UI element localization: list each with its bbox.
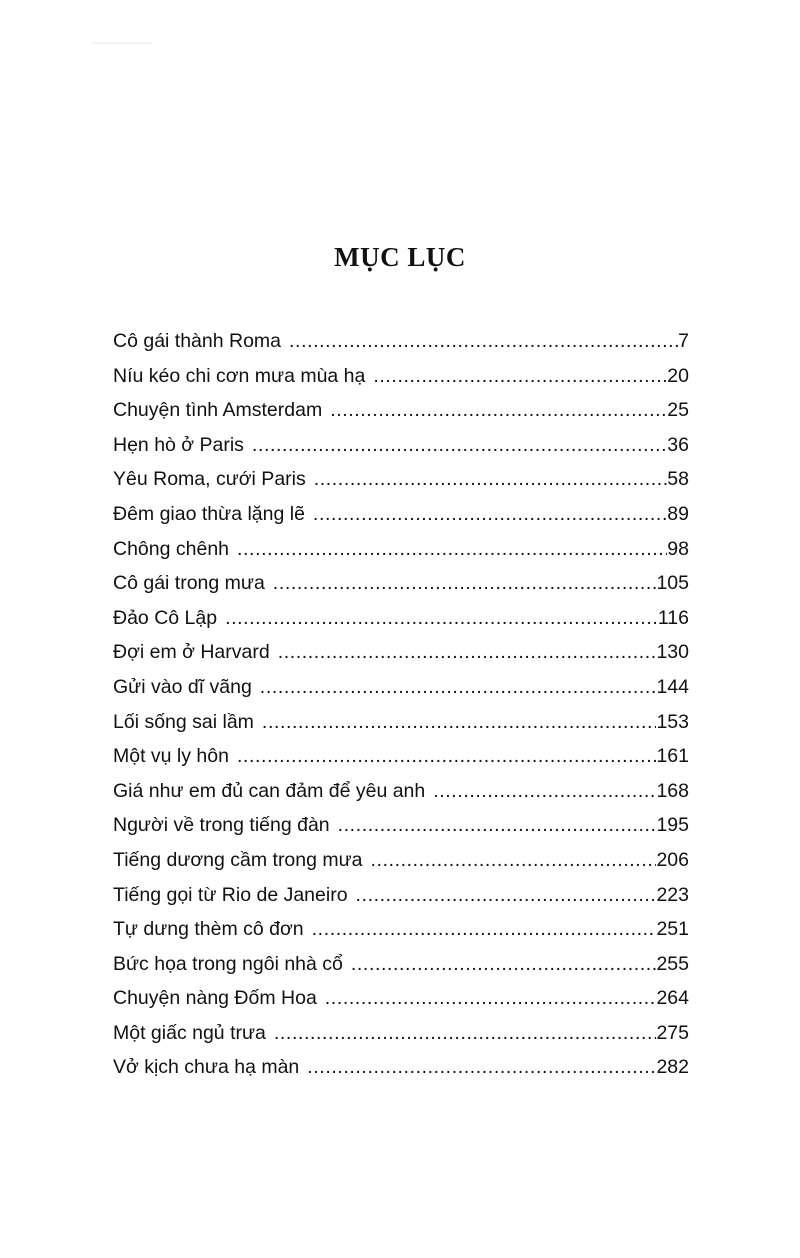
toc-entry-title: Người về trong tiếng đàn bbox=[113, 814, 330, 837]
toc-page-number: 130 bbox=[656, 641, 689, 664]
dot-leader bbox=[325, 987, 657, 1010]
toc-entry-title: Lối sống sai lầm bbox=[113, 710, 254, 733]
toc-entry-title: Chuyện nàng Đốm Hoa bbox=[113, 987, 317, 1010]
toc-entry bbox=[113, 365, 689, 400]
toc-entry-title: Đêm giao thừa lặng lẽ bbox=[113, 502, 305, 525]
toc-page-number: 36 bbox=[667, 433, 689, 456]
toc-page-number: 7 bbox=[678, 330, 689, 352]
toc-page-number: 195 bbox=[656, 814, 689, 837]
toc-entry bbox=[113, 780, 689, 815]
toc-entry bbox=[113, 330, 689, 365]
toc-entry-title: Hẹn hò ở Paris bbox=[113, 433, 244, 456]
dot-leader bbox=[289, 330, 678, 353]
toc-entry-title: Tiếng gọi từ Rio de Janeiro bbox=[113, 883, 348, 906]
toc-entry-title: Tiếng dương cầm trong mưa bbox=[113, 848, 363, 871]
dot-leader bbox=[237, 745, 656, 768]
dot-leader bbox=[314, 468, 668, 491]
toc-page-number: 98 bbox=[667, 537, 689, 560]
toc-entry bbox=[113, 814, 689, 849]
toc-entry bbox=[113, 987, 689, 1022]
toc-entry bbox=[113, 538, 689, 573]
toc-page-number: 255 bbox=[656, 952, 689, 975]
toc-page-number: 251 bbox=[656, 918, 689, 941]
toc-entry bbox=[113, 468, 689, 503]
toc-entry bbox=[113, 434, 689, 469]
toc-entry-title: Yêu Roma, cưới Paris bbox=[113, 468, 306, 491]
toc-entry bbox=[113, 884, 689, 919]
toc-entry-title: Một vụ ly hôn bbox=[113, 745, 229, 768]
dot-leader bbox=[274, 1022, 657, 1045]
toc-entry-title: Gửi vào dĩ vãng bbox=[113, 675, 252, 698]
toc-entry bbox=[113, 503, 689, 538]
toc-entry bbox=[113, 676, 689, 711]
toc-entry-title: Cô gái trong mưa bbox=[113, 572, 265, 595]
toc-entry bbox=[113, 711, 689, 746]
toc-entry-title: Chuyện tình Amsterdam bbox=[113, 399, 323, 422]
toc-page-number: 58 bbox=[667, 468, 689, 491]
toc-entry-title: Giá như em đủ can đảm để yêu anh bbox=[113, 779, 426, 802]
scan-smudge bbox=[92, 42, 152, 44]
toc-entry-title: Đảo Cô Lập bbox=[113, 606, 218, 629]
toc-entry-title: Vở kịch chưa hạ màn bbox=[113, 1056, 300, 1079]
toc-entry-title: Đợi em ở Harvard bbox=[113, 641, 270, 664]
dot-leader bbox=[351, 953, 657, 976]
toc-page-number: 161 bbox=[656, 745, 689, 768]
toc-page-number: 116 bbox=[657, 606, 689, 629]
dot-leader bbox=[273, 572, 657, 595]
toc-page-number: 153 bbox=[656, 710, 689, 733]
toc-page-number: 20 bbox=[667, 364, 689, 387]
table-of-contents bbox=[113, 330, 689, 1091]
dot-leader bbox=[371, 849, 657, 872]
dot-leader bbox=[338, 814, 657, 837]
toc-entry bbox=[113, 641, 689, 676]
dot-leader bbox=[373, 365, 667, 388]
toc-entry-title: Cô gái thành Roma bbox=[113, 330, 282, 352]
toc-entry bbox=[113, 953, 689, 988]
dot-leader bbox=[237, 538, 667, 561]
toc-page-number: 264 bbox=[656, 987, 689, 1010]
dot-leader bbox=[330, 399, 667, 422]
toc-entry bbox=[113, 1022, 689, 1057]
toc-entry bbox=[113, 745, 689, 780]
dot-leader bbox=[312, 918, 657, 941]
dot-leader bbox=[262, 711, 657, 734]
toc-page-number: 223 bbox=[656, 883, 689, 906]
toc-entry bbox=[113, 572, 689, 607]
dot-leader bbox=[307, 1056, 656, 1079]
dot-leader bbox=[433, 780, 656, 803]
toc-page-number: 275 bbox=[656, 1021, 689, 1044]
toc-page-number: 105 bbox=[656, 572, 689, 595]
toc-page-number: 206 bbox=[656, 848, 689, 871]
dot-leader bbox=[313, 503, 667, 526]
toc-entry bbox=[113, 607, 689, 642]
toc-entry bbox=[113, 399, 689, 434]
dot-leader bbox=[356, 884, 657, 907]
toc-page-number: 89 bbox=[667, 502, 689, 525]
page-title: MỤC LỤC bbox=[334, 242, 466, 272]
dot-leader bbox=[260, 676, 657, 699]
toc-entry-title: Níu kéo chi cơn mưa mùa hạ bbox=[113, 364, 366, 387]
toc-entry bbox=[113, 1056, 689, 1091]
toc-entry-title: Bức họa trong ngôi nhà cổ bbox=[113, 952, 343, 975]
toc-entry bbox=[113, 918, 689, 953]
toc-page-number: 25 bbox=[667, 399, 689, 422]
toc-page-number: 282 bbox=[656, 1056, 689, 1079]
toc-entry-title: Chông chênh bbox=[113, 537, 230, 560]
toc-entry bbox=[113, 849, 689, 884]
toc-entry-title: Một giấc ngủ trưa bbox=[113, 1021, 266, 1044]
toc-page-number: 168 bbox=[656, 779, 689, 802]
toc-page-number: 144 bbox=[656, 675, 689, 698]
dot-leader bbox=[278, 641, 657, 664]
dot-leader bbox=[225, 607, 658, 630]
dot-leader bbox=[252, 434, 667, 457]
toc-entry-title: Tự dưng thèm cô đơn bbox=[113, 918, 304, 941]
